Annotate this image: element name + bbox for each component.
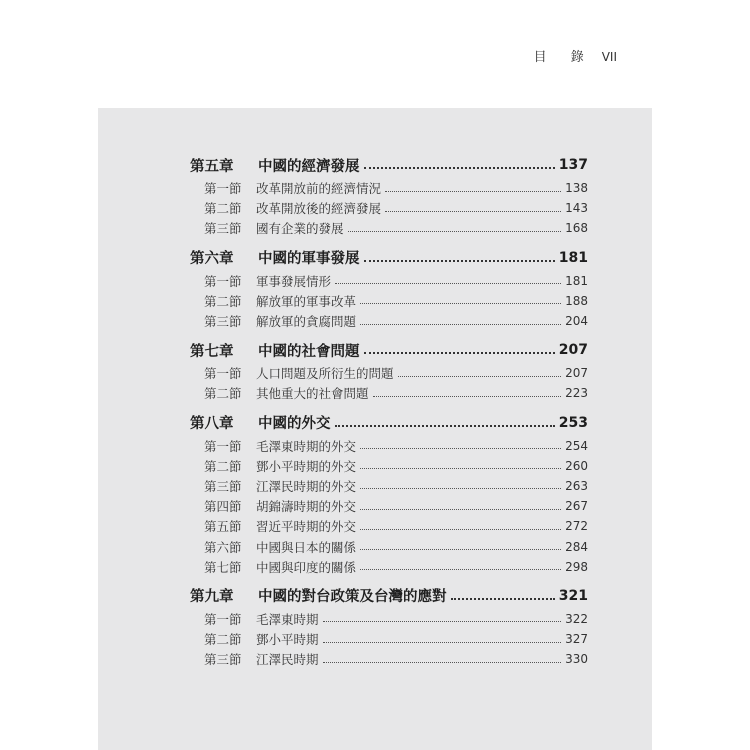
section-number: 第一節 [204,438,242,454]
dot-leader [323,642,562,643]
dot-leader [335,425,555,427]
dot-leader [360,324,561,325]
section-title: 毛澤東時期的外交 [256,438,357,454]
section-title: 其他重大的社會問題 [256,386,369,402]
section-number: 第七節 [204,559,242,575]
section-title: 軍事發展情形 [256,273,332,289]
section-page-number: 143 [565,201,588,216]
dot-leader [323,662,562,663]
toc-section-row[interactable] [190,271,588,291]
section-page-number: 298 [565,559,588,574]
toc-chapter-row[interactable] [190,152,588,178]
section-title: 人口問題及所衍生的問題 [256,366,394,382]
section-title: 國有企業的發展 [256,221,344,237]
dot-leader [323,621,562,622]
dot-leader [398,376,562,377]
section-number: 第三節 [204,221,242,237]
toc-section-row[interactable] [190,536,588,556]
section-title: 胡錦濤時期的外交 [256,499,357,515]
chapter-number: 第七章 [190,343,234,360]
dot-leader [360,303,561,304]
section-number: 第二節 [204,632,242,648]
dot-leader [385,191,561,192]
section-page-number: 260 [565,458,588,473]
section-title: 鄧小平時期的外交 [256,458,357,474]
dot-leader [360,529,561,530]
section-page-number: 263 [565,478,588,493]
chapter-page-number: 207 [558,342,588,359]
dot-leader [373,396,562,397]
section-title: 解放軍的軍事改革 [256,293,357,309]
section-page-number: 284 [565,539,588,554]
toc-section-row[interactable] [190,649,588,669]
toc-section-row[interactable] [190,516,588,536]
toc-chapter-row[interactable] [190,337,588,363]
dot-leader [360,549,561,550]
dot-leader [364,167,555,169]
dot-leader [360,488,561,489]
dot-leader [360,468,561,469]
chapter-number: 第九章 [190,589,234,606]
toc-section-row[interactable] [190,496,588,516]
chapter-page-number: 181 [558,249,588,266]
header-page-number: VII [601,50,617,64]
toc-section-row[interactable] [190,363,588,383]
dot-leader [364,352,555,354]
section-page-number: 188 [565,293,588,308]
section-number: 第四節 [204,499,242,515]
chapter-title: 中國的外交 [258,416,331,432]
chapter-title: 中國的社會問題 [258,343,360,360]
section-title: 鄧小平時期 [256,632,319,648]
section-page-number: 272 [565,519,588,534]
chapter-title: 中國的經濟發展 [258,158,360,175]
chapter-title: 中國的軍事發展 [258,251,360,268]
dot-leader [335,283,561,284]
section-number: 第三節 [204,652,242,668]
toc-section-row[interactable] [190,218,588,238]
section-page-number: 138 [565,181,588,196]
section-title: 中國與日本的關係 [256,539,357,555]
dot-leader [364,260,555,262]
toc-chapter-row[interactable] [190,583,588,609]
toc-section-row[interactable] [190,456,588,476]
dot-leader [360,448,561,449]
chapter-number: 第五章 [190,158,234,175]
toc-section-row[interactable] [190,383,588,403]
section-title: 毛澤東時期 [256,611,319,627]
section-number: 第一節 [204,366,242,382]
dot-leader [451,598,555,600]
section-page-number: 168 [565,221,588,236]
dot-leader [360,569,561,570]
toc-section-row[interactable] [190,609,588,629]
chapter-title: 中國的對台政策及台灣的應對 [258,589,447,606]
section-page-number: 267 [565,499,588,514]
dot-leader [348,231,562,232]
section-number: 第二節 [204,201,242,217]
section-number: 第三節 [204,314,242,330]
section-page-number: 181 [565,273,588,288]
section-number: 第一節 [204,181,242,197]
section-title: 解放軍的貪腐問題 [256,314,357,330]
section-page-number: 204 [565,314,588,329]
header-title: 目 錄 [533,50,594,65]
section-title: 改革開放前的經濟情況 [256,181,382,197]
dot-leader [385,211,561,212]
chapter-number: 第六章 [190,251,234,268]
toc-section-row[interactable] [190,178,588,198]
section-title: 習近平時期的外交 [256,519,357,535]
toc-section-row[interactable] [190,629,588,649]
chapter-number: 第八章 [190,416,234,432]
toc-chapter-row[interactable] [190,410,588,436]
section-number: 第二節 [204,458,242,474]
section-title: 江澤民時期的外交 [256,478,357,494]
toc-section-row[interactable] [190,311,588,331]
section-page-number: 207 [565,366,588,381]
toc-section-row[interactable] [190,291,588,311]
chapter-page-number: 137 [558,157,588,173]
toc-section-row[interactable] [190,198,588,218]
toc-section-row[interactable] [190,436,588,456]
section-number: 第五節 [204,519,242,535]
section-number: 第二節 [204,386,242,402]
section-page-number: 223 [565,386,588,401]
toc-section-row[interactable] [190,557,588,577]
section-number: 第三節 [204,478,242,494]
chapter-page-number: 253 [558,414,588,431]
table-of-contents [190,152,588,669]
section-number: 第一節 [204,611,242,627]
dot-leader [360,509,561,510]
section-page-number: 327 [565,632,588,647]
section-page-number: 330 [565,652,588,667]
chapter-page-number: 321 [558,587,588,604]
toc-chapter-row[interactable] [190,245,588,271]
section-number: 第六節 [204,539,242,555]
section-number: 第一節 [204,273,242,289]
section-title: 中國與印度的關係 [256,559,357,575]
toc-section-row[interactable] [190,476,588,496]
section-page-number: 254 [565,438,588,453]
section-title: 改革開放後的經濟發展 [256,201,382,217]
section-page-number: 322 [565,611,588,626]
section-title: 江澤民時期 [256,652,319,668]
running-header [534,46,617,65]
section-number: 第二節 [204,293,242,309]
